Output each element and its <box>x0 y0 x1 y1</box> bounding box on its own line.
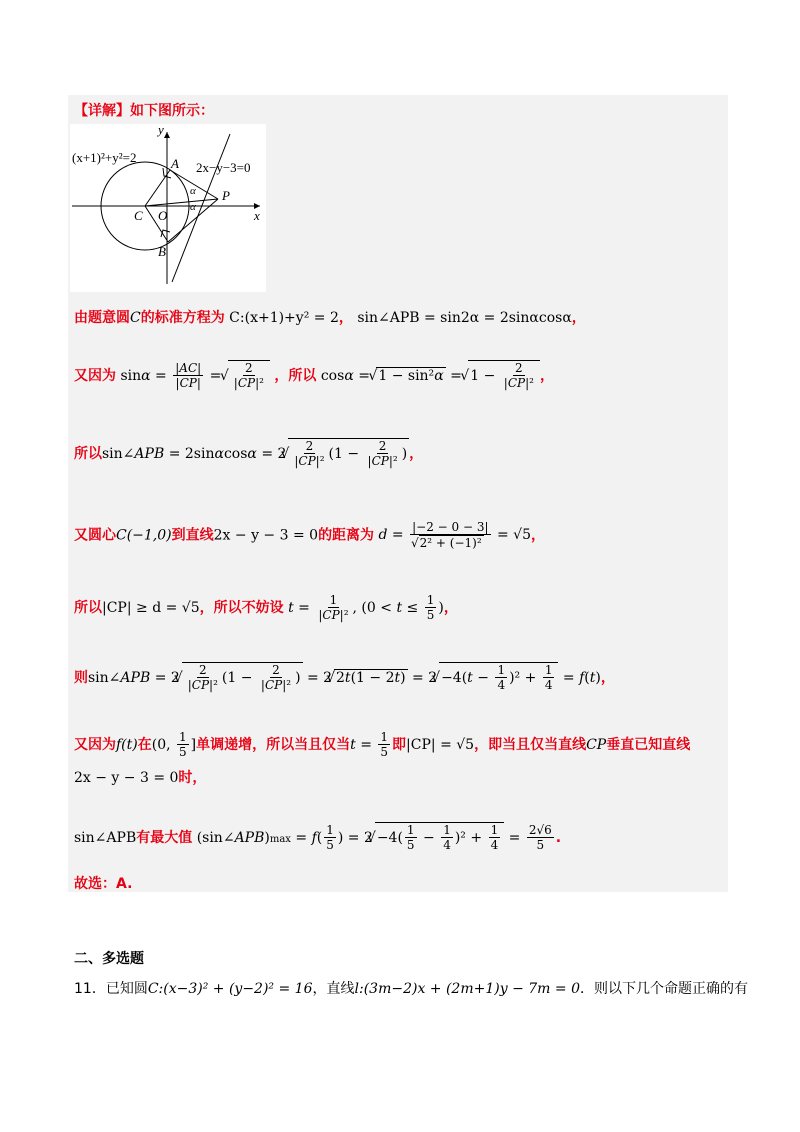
point-c-label: C <box>134 208 143 223</box>
step-7: 又因为f(t)在(0, $\frac{1}{5}$ ]单调递增，所以当且仅当t = $\frac{1}{5}$ 即|CP| = √5，即当且仅当直线CP垂直已知直线 <box>74 730 691 760</box>
step-3: 所以sin∠APB = 2sinαcosα = 2 √ $\frac{2}{\text{|CP|²}}$ (1 − $\frac{2}{\text{|CP|²}}$ ) ， <box>74 438 423 469</box>
alpha-label-lower: α <box>190 201 196 213</box>
sin-apb-eq: sin∠APB = sin2α = 2sinαcosα <box>357 310 572 326</box>
circle-equation-label: (x+1)²+y²=2 <box>72 150 137 165</box>
question-11: 11．已知圆C:(x−3)² + (y−2)² = 16，直线l:(3m−2)x + (2m+1)y − 7m = 0．则以下几个命题正确的有 <box>74 981 748 997</box>
y-axis-label: y <box>158 124 164 137</box>
point-p-label: P <box>222 188 230 203</box>
geometry-figure <box>70 124 266 292</box>
step-4: 又圆心C(−1,0)到直线2x − y − 3 = 0的距离为 d = |−2 − 0 − 3| √ 2² + (−1)² = √5， <box>74 520 545 551</box>
point-b-label: B <box>158 244 166 259</box>
alpha-label-upper: α <box>190 185 196 197</box>
x-axis-label: x <box>254 208 260 223</box>
section-heading: 二、多选题 <box>74 951 144 967</box>
step-1: 由题意圆C的标准方程为 C:(x+1)+y² = 2， sin∠APB = sin2α = 2sinαcosα， <box>74 310 586 326</box>
point-a-label: A <box>171 156 179 171</box>
circle-standard-eq: C:(x+1)+y² = 2 <box>229 310 339 326</box>
step-5: 所以|CP| ≥ d = √5，所以不妨设 t = $\frac{1}{\text{|CP|²}}$ , (0 < t ≤ $\frac{1}{5}$ )， <box>74 593 458 623</box>
step-6: 则sin∠APB = 2 √ $\frac{2}{\text{|CP|²}}$ (1 − $\frac{2}{\text{|CP|²}}$ ) = 2√ 2t(1 − 2t) = 2√ −4(t − $\frac{1}{4}$ )² + $\frac{1}{4}$ = f(t)， <box>74 662 615 693</box>
point-o-label: O <box>158 208 168 223</box>
answer-line: 故选：A. <box>74 876 133 892</box>
step-2: 又因为 sinα = $\frac{|AC|}{|CP|}$ = √ $\frac{2}{\text{|CP|²}}$ ，所以 cosα = √ 1 − sin²α = √ 1 − $\frac{2}{\text{|CP|²}}$ ， <box>74 360 554 391</box>
detail-label: 【详解】如下图所示： <box>74 103 214 119</box>
line-equation-label: 2x−y−3=0 <box>196 160 251 175</box>
step-8: 2x − y − 3 = 0时， <box>74 770 207 786</box>
step-9: sin∠APB有最大值 (sin∠APB)max = f( $\frac{1}{5}$ ) = 2√ −4( $\frac{1}{5}$ − $\frac{1}{4}$ )² + $\frac{1}{4}$ = $\frac{2√6}{5}$ . <box>74 822 561 853</box>
circle-tangent-diagram <box>70 124 266 292</box>
